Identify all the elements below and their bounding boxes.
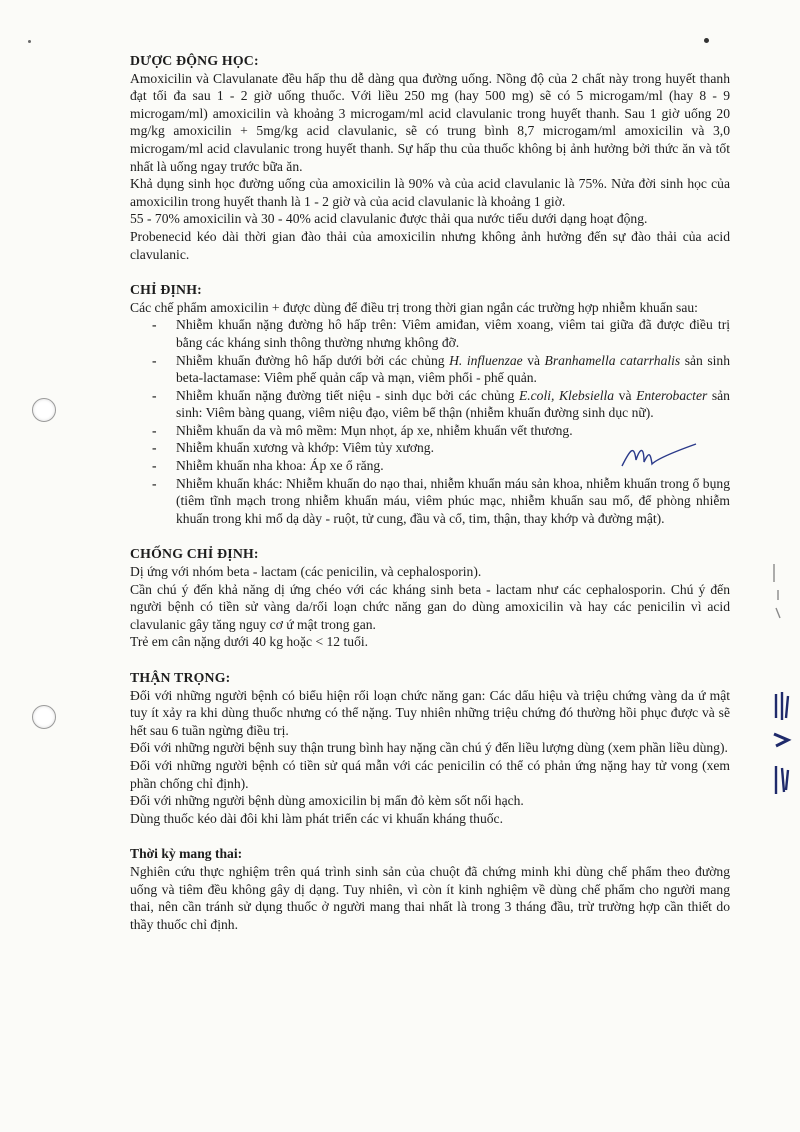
edge-stamp <box>768 690 794 810</box>
list-item: - Nhiễm khuẩn đường hô hấp dưới bởi các chủng H. influenzae và Branhamella catarrhalis sản sinh beta-lactamase: Viêm phế quản cấp và mạn, viêm phổi - phế quản. <box>152 352 730 387</box>
list-item: - Nhiễm khuẩn nặng đường hô hấp trên: Viêm amiđan, viêm xoang, viêm tai giữa đã được điều trị bằng các kháng sinh thông thường nhưng không đỡ. <box>152 316 730 351</box>
section-duoc-dong-hoc <box>130 52 730 263</box>
document-page <box>130 52 730 951</box>
section-heading: DƯỢC ĐỘNG HỌC: <box>130 53 259 68</box>
paragraph: Các chế phẩm amoxicilin + được dùng để điều trị trong thời gian ngắn các trường hợp nhiễm khuẩn sau: <box>130 299 698 315</box>
paragraph: Đối với những người bệnh có biểu hiện rối loạn chức năng gan: Các dấu hiệu và triệu chứng vàng da ứ mật tuy ít xảy ra khi dùng thuốc nhưng có thể nặng. Tuy nhiên những triệu chứng đó thường hồi phục được và sẽ hết sau 6 tuần ngừng điều trị. <box>130 687 730 738</box>
subsection-heading: Thời kỳ mang thai: <box>130 846 243 862</box>
paragraph: Trẻ em cân nặng dưới 40 kg hoặc < 12 tuổi. <box>130 634 369 650</box>
list-item: - Nhiễm khuẩn nha khoa: Áp xe ổ răng. <box>152 457 730 475</box>
edge-stamp-faint <box>768 560 794 620</box>
paragraph: Đối với những người bệnh dùng amoxicilin bị mẩn đỏ kèm sốt nổi hạch. <box>130 793 524 809</box>
section-mang-thai <box>130 845 730 933</box>
paragraph: Amoxicilin và Clavulanate đều hấp thu dễ dàng qua đường uống. Nồng độ của 2 chất này trong huyết thanh đạt tối đa sau 1 - 2 giờ uống thuốc. Với liều 250 mg (hay 500 mg) sẽ có 5 microgam/ml (hay 8 - 9 microgam/ml) amoxicilin và khoảng 3 microgam/ml acid clavulanic trong huyết thanh. Sau 1 giờ uống 20 mg/kg amoxicilin + 5mg/kg acid clavulanic, sẽ có trung bình 8,7 microgam/ml amoxicilin và 3,0 microgam/ml acid clavulanic trong huyết thanh. Sự hấp thu của thuốc không bị ảnh hưởng bởi thức ăn và tốt nhất là uống ngay trước bữa ăn. <box>130 70 730 174</box>
punch-hole-bottom <box>32 705 56 729</box>
section-than-trong <box>130 669 730 827</box>
list-item: - Nhiễm khuẩn xương và khớp: Viêm tủy xương. <box>152 439 730 457</box>
paragraph: Dị ứng với nhóm beta - lactam (các penicilin, và cephalosporin). <box>130 564 482 580</box>
section-chong-chi-dinh <box>130 545 730 651</box>
section-heading: CHỐNG CHỈ ĐỊNH: <box>130 546 259 562</box>
paragraph: Đối với những người bệnh suy thận trung bình hay nặng cần chú ý đến liều lượng dùng (xem phần liều dùng). <box>130 740 728 756</box>
paragraph: Đối với những người bệnh có tiền sử quá mẫn với các penicilin có thể có phản ứng nặng hay tử vong (xem phần chống chỉ định). <box>130 757 730 791</box>
list-item: - Nhiễm khuẩn khác: Nhiễm khuẩn do nạo thai, nhiễm khuẩn máu sản khoa, nhiễm khuẩn trong ổ bụng (tiêm tĩnh mạch trong nhiễm khuẩn máu, viêm phúc mạc, nhiễm khuẩn sau mổ, để phòng nhiễm khuẩn trong khi mổ dạ dày - ruột, tử cung, đầu và cổ, tim, thận, thay khớp và đường mật). <box>152 475 730 528</box>
section-chi-dinh <box>130 281 730 527</box>
paragraph: Dùng thuốc kéo dài đôi khi làm phát triển các vi khuẩn kháng thuốc. <box>130 810 503 826</box>
paragraph: 55 - 70% amoxicilin và 30 - 40% acid clavulanic được thải qua nước tiểu dưới dạng hoạt động. <box>130 211 648 227</box>
paragraph: Khả dụng sinh học đường uống của amoxicilin là 90% và của acid clavulanic là 75%. Nửa đời sinh học của amoxicilin trong huyết thanh là 1 - 2 giờ và của acid clavulanic là khoảng 1 giờ. <box>130 176 730 209</box>
paragraph: Nghiên cứu thực nghiệm trên quá trình sinh sản của chuột đã chứng minh khi dùng chế phẩm theo đường uống và tiêm đều không gây dị dạng. Tuy nhiên, vì còn ít kinh nghiệm về dùng chế phẩm cho người mang thai, nên cần tránh sử dụng thuốc ở người mang thai nhất là trong 3 tháng đầu, trừ trường hợp cần thiết do thầy thuốc chỉ định. <box>130 863 730 932</box>
paragraph: Cần chú ý đến khả năng dị ứng chéo với các kháng sinh beta - lactam như các cephalosporin. Chú ý đến người bệnh có tiền sử vàng da/rối loạn chức năng gan do dùng amoxicilin và hay các penicilin vì acid clavulanic gây tăng nguy cơ ứ mật trong gan. <box>130 581 730 632</box>
list-item: - Nhiễm khuẩn da và mô mềm: Mụn nhọt, áp xe, nhiễm khuẩn vết thương. <box>152 422 730 440</box>
scan-speck <box>28 40 31 43</box>
punch-hole-top <box>32 398 56 422</box>
section-heading: THẬN TRỌNG: <box>130 670 231 685</box>
section-heading: CHỈ ĐỊNH: <box>130 282 202 298</box>
paragraph: Probenecid kéo dài thời gian đào thải của amoxicilin nhưng không ảnh hưởng đến sự đào thải của acid clavulanic. <box>130 228 730 262</box>
indication-list <box>130 316 730 527</box>
list-item: - Nhiễm khuẩn nặng đường tiết niệu - sinh dục bởi các chủng E.coli, Klebsiella và Enterobacter sản sinh: Viêm bàng quang, viêm niệu đạo, viêm bể thận (nhiễm khuẩn đường sinh dục nữ). <box>152 387 730 422</box>
scan-speck <box>704 38 709 43</box>
